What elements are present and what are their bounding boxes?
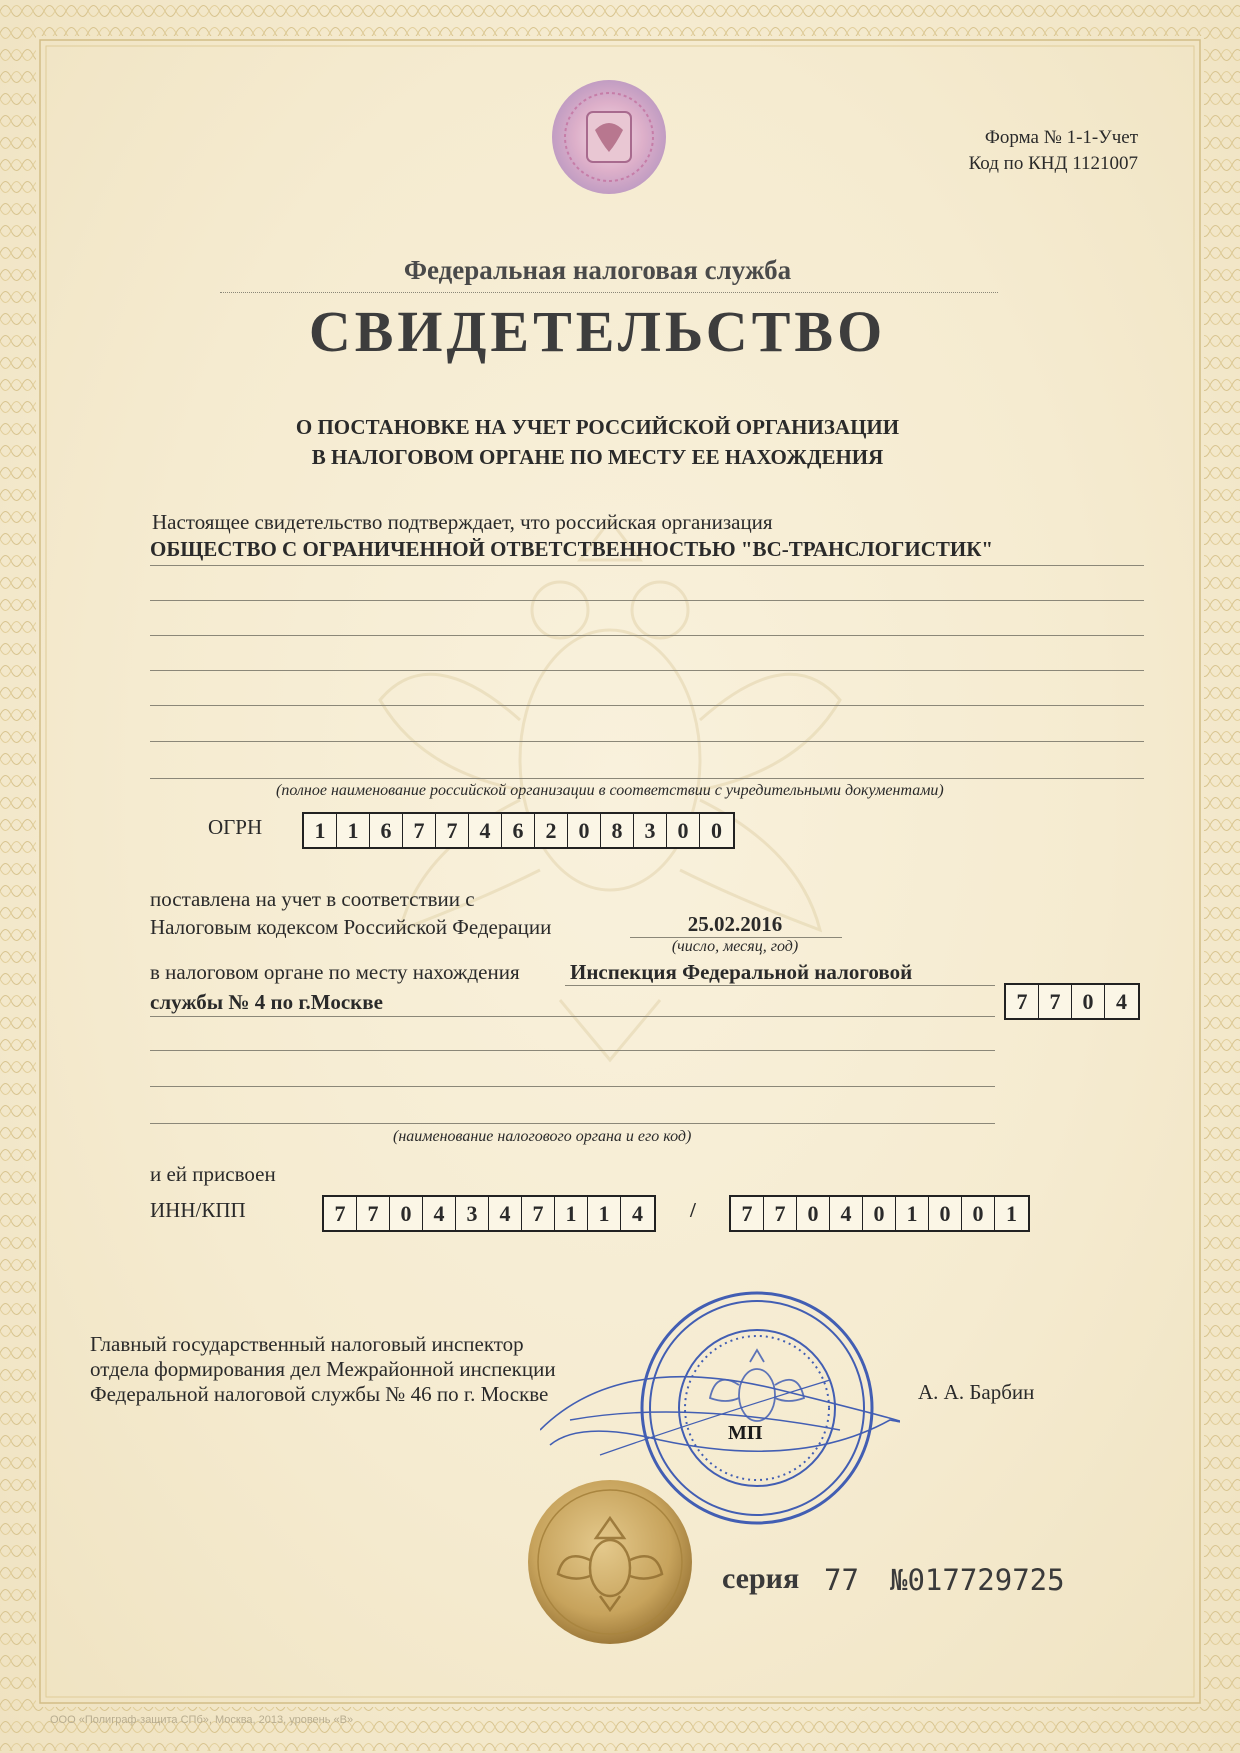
authority-code-digit: 4 — [1116, 988, 1127, 1014]
kpp-digit: 0 — [962, 1197, 995, 1230]
kpp-digit: 7 — [731, 1197, 764, 1230]
printer-footer: ООО «Полиграф-защита СПб», Москва, 2013, уровень «В» — [50, 1714, 354, 1726]
place-label: в налоговом органе по месту нахождения — [150, 960, 520, 984]
inn-digit: 0 — [390, 1197, 423, 1230]
ogrn-label: ОГРН — [208, 815, 263, 839]
date-caption: (число, месяц, год) — [671, 938, 799, 955]
ogrn-digit: 1 — [337, 814, 370, 847]
inn-digit: 3 — [456, 1197, 489, 1230]
authority-code-digit: 0 — [1072, 985, 1105, 1018]
subtitle-line-1: О ПОСТАНОВКЕ НА УЧЕТ РОССИЙСКОЙ ОРГАНИЗАЦИИ — [295, 415, 900, 439]
series-value: 77 — [824, 1563, 859, 1597]
kpp-digit: 4 — [830, 1197, 863, 1230]
kpp-digit: 1 — [896, 1197, 929, 1230]
inn-kpp-label: ИНН/КПП — [150, 1198, 246, 1222]
org-intro: Настоящее свидетельство подтверждает, что российская организация — [152, 510, 773, 534]
ogrn-digit: 0 — [667, 814, 700, 847]
org-name: ОБЩЕСТВО С ОГРАНИЧЕННОЙ ОТВЕТСТВЕННОСТЬЮ "ВС-ТРАНСЛОГИСТИК" — [150, 537, 994, 561]
inn-digit: 4 — [423, 1197, 456, 1230]
signatory-name: А. А. Барбин — [918, 1380, 1035, 1404]
inn-digit: 4 — [489, 1197, 522, 1230]
assigned-label: и ей присвоен — [150, 1162, 276, 1186]
kpp-digit: 0 — [863, 1197, 896, 1230]
certificate-number: №017729725 — [890, 1563, 1065, 1597]
subtitle-line-2: В НАЛОГОВОМ ОРГАНЕ ПО МЕСТУ ЕЕ НАХОЖДЕНИЯ — [311, 445, 884, 469]
authority-code-cells — [1004, 983, 1140, 1020]
stamp-mark: МП — [728, 1422, 763, 1444]
signatory-line-1: Главный государственный налоговый инспектор — [90, 1332, 524, 1356]
knd-code: Код по КНД 1121007 — [968, 153, 1138, 174]
authority-name-part-2: службы № 4 по г.Москве — [150, 990, 383, 1014]
inn-digit: 1 — [588, 1197, 621, 1230]
inn-digit: 7 — [522, 1197, 555, 1230]
series-label: серия — [722, 1562, 800, 1595]
kpp-digit: 7 — [764, 1197, 797, 1230]
ogrn-digit: 8 — [601, 814, 634, 847]
official-stamp-icon — [540, 1270, 900, 1530]
ogrn-digit: 7 — [403, 814, 436, 847]
inn-digit: 4 — [632, 1200, 643, 1226]
inn-digit: 1 — [555, 1197, 588, 1230]
kpp-digit: 0 — [929, 1197, 962, 1230]
ogrn-digit: 0 — [711, 817, 722, 843]
ogrn-digit: 6 — [502, 814, 535, 847]
inn-kpp-separator: / — [690, 1198, 696, 1222]
signatory-line-2: отдела формирования дел Межрайонной инспекции — [90, 1357, 556, 1381]
inn-cells — [322, 1195, 656, 1232]
agency-name: Федеральная налоговая служба — [403, 255, 792, 285]
kpp-digit: 1 — [1006, 1200, 1017, 1226]
ogrn-digit: 2 — [535, 814, 568, 847]
authority-caption: (наименование налогового органа и его код) — [393, 1128, 692, 1145]
inn-digit: 7 — [324, 1197, 357, 1230]
ogrn-digit: 1 — [304, 814, 337, 847]
page-title: СВИДЕТЕЛЬСТВО — [308, 299, 887, 364]
ogrn-digit: 6 — [370, 814, 403, 847]
registration-date: 25.02.2016 — [687, 912, 783, 936]
authority-code-digit: 7 — [1006, 985, 1039, 1018]
form-number: Форма № 1-1-Учет — [984, 127, 1138, 148]
registration-line-1: поставлена на учет в соответствии с — [150, 887, 475, 911]
registration-line-2: Налоговым кодексом Российской Федерации — [150, 915, 552, 939]
inn-digit: 7 — [357, 1197, 390, 1230]
authority-name-part-1: Инспекция Федеральной налоговой — [570, 960, 913, 984]
authority-code-digit: 7 — [1039, 985, 1072, 1018]
ogrn-digit: 4 — [469, 814, 502, 847]
ogrn-digit: 3 — [634, 814, 667, 847]
ogrn-digit: 7 — [436, 814, 469, 847]
signatory-line-3: Федеральной налоговой службы № 46 по г. Москве — [90, 1382, 549, 1406]
ogrn-digit: 0 — [568, 814, 601, 847]
org-name-caption: (полное наименование российской организации в соответствии с учредительными документами) — [276, 782, 944, 799]
ogrn-cells — [302, 812, 735, 849]
kpp-cells — [729, 1195, 1030, 1232]
kpp-digit: 0 — [797, 1197, 830, 1230]
hologram-emblem-icon — [550, 78, 668, 196]
